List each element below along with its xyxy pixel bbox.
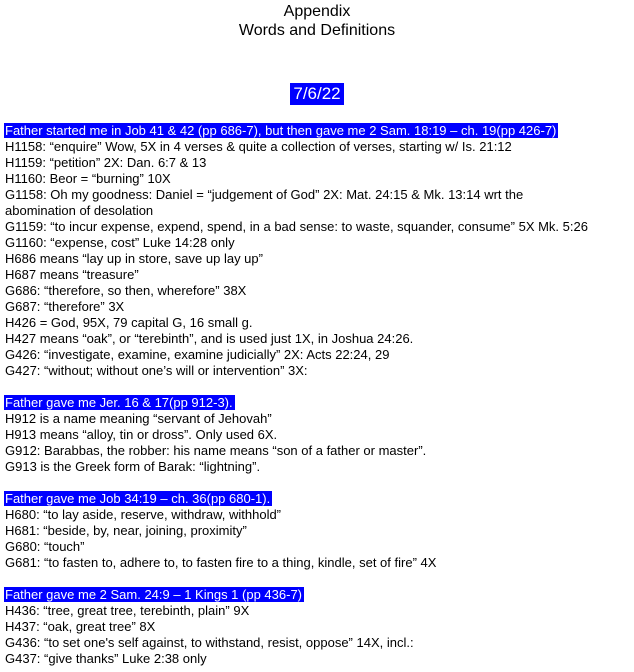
page-title: Appendix [283,3,351,20]
definition-line: G686: “therefore, so then, wherefore” 38X [5,283,247,298]
date-row [0,83,634,105]
definition-line: H436: “tree, great tree, terebinth, plain” 9X [5,603,250,618]
section-4 [5,587,631,667]
definition-line: H686 means “lay up in store, save up lay up” [5,251,263,266]
definition-line: H1159: “petition” 2X: Dan. 6:7 & 13 [5,155,207,170]
definition-line: H913 means “alloy, tin or dross”. Only used 6X. [5,427,278,442]
definition-line: H427 means “oak”, or “terebinth”, and is used just 1X, in Joshua 24:26. [5,331,414,346]
definition-line: H912 is a name meaning “servant of Jehovah” [5,411,272,426]
definition-line: H1158: “enquire” Wow, 5X in 4 verses & quite a collection of verses, starting w/ Is. 21:12 [5,139,512,154]
definition-line: G426: “investigate, examine, examine judicially” 2X: Acts 22:24, 29 [5,347,390,362]
definition-line: H437: “oak, great tree” 8X [5,619,156,634]
definition-line: H680: “to lay aside, reserve, withdraw, withhold” [5,507,282,522]
definition-line: G436: “to set one's self against, to withstand, resist, oppose” 14X, incl.: [5,635,414,650]
page-subtitle: Words and Definitions [238,22,396,39]
section-1 [5,123,631,379]
definition-line: G681: “to fasten to, adhere to, to fasten fire to a thing, kindle, set of fire” 4X [5,555,437,570]
section-heading: Father started me in Job 41 & 42 (pp 686-7), but then gave me 2 Sam. 18:19 – ch. 19(pp 426-7) [5,123,557,138]
definition-line: abomination of desolation [5,203,154,218]
definition-line: G1159: “to incur expense, expend, spend, in a bad sense: to waste, squander, consume” 5X Mk. 5:26 [5,219,588,234]
definition-line: G913 is the Greek form of Barak: “lightning”. [5,459,261,474]
definition-line: G680: “touch” [5,539,85,554]
definition-line: G1158: Oh my goodness: Daniel = “judgement of God” 2X: Mat. 24:15 & Mk. 13:14 wrt the [5,187,524,202]
section-heading: Father gave me Jer. 16 & 17(pp 912-3). [5,395,233,410]
date-label: 7/6/22 [290,83,343,105]
definition-line: H426 = God, 95X, 79 capital G, 16 small g. [5,315,253,330]
section-heading: Father gave me 2 Sam. 24:9 – 1 Kings 1 (pp 436-7) [5,587,303,602]
definition-line: G427: “without; without one’s will or intervention” 3X: [5,363,308,378]
definition-line: G437: “give thanks” Luke 2:38 only [5,651,207,666]
definition-line: H681: “beside, by, near, joining, proximity” [5,523,247,538]
section-2 [5,395,631,475]
definition-line: G912: Barabbas, the robber: his name means “son of a father or master”. [5,443,427,458]
definition-line: G687: “therefore” 3X [5,299,125,314]
definition-line: H1160: Beor = “burning” 10X [5,171,171,186]
definition-line: G1160: “expense, cost” Luke 14:28 only [5,235,235,250]
section-3 [5,491,631,571]
section-heading: Father gave me Job 34:19 – ch. 36(pp 680-1). [5,491,271,506]
definition-line: H687 means “treasure” [5,267,139,282]
